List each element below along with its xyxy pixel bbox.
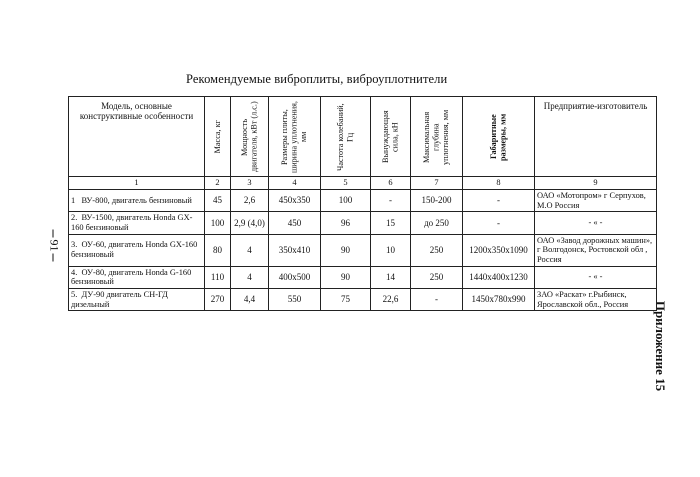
model-cell [69, 190, 205, 212]
header-power: Мощность двигателя, кВт (л.с.) [231, 97, 269, 177]
model-text: ДУ-90 двигатель СН-ГД дизельный [71, 289, 168, 309]
force-cell: 22,6 [371, 288, 411, 310]
frequency-cell: 90 [321, 234, 371, 266]
plate-cell: 400x500 [269, 266, 321, 288]
dimensions-cell: - [463, 212, 535, 234]
manufacturer-cell: - « - [535, 212, 657, 234]
frequency-cell: 96 [321, 212, 371, 234]
model-cell [69, 212, 205, 234]
power-cell: 2,6 [231, 190, 269, 212]
plate-cell: 450 [269, 212, 321, 234]
column-number: 3 [231, 177, 269, 190]
plate-cell: 550 [269, 288, 321, 310]
column-number-row [69, 177, 657, 190]
dimensions-cell: 1450x780x990 [463, 288, 535, 310]
model-text: ОУ-80, двигатель Honda G-160 бензиновый [71, 267, 192, 287]
table-row [69, 266, 657, 288]
frequency-cell: 100 [321, 190, 371, 212]
model-text: ВУ-1500, двигатель Honda GX-160 бензиновый [71, 213, 193, 232]
power-cell: 4 [231, 266, 269, 288]
mass-cell: 110 [205, 266, 231, 288]
header-row [69, 97, 657, 177]
force-cell: 14 [371, 266, 411, 288]
manufacturer-cell: ЗАО «Раскат» г.Рыбинск, Ярославской обл., Россия [535, 288, 657, 310]
row-index: 3. [71, 240, 78, 250]
table-row [69, 288, 657, 310]
power-cell: 2,9 (4,0) [231, 212, 269, 234]
mass-cell: 270 [205, 288, 231, 310]
model-cell [69, 234, 205, 266]
frequency-cell: 90 [321, 266, 371, 288]
model-text: ОУ-60, двигатель Honda GX-160 бензиновый [71, 240, 198, 260]
column-number: 1 [69, 177, 205, 190]
header-frequency: Частота колебаний, Гц [321, 97, 371, 177]
header-manufacturer: Предприятие-изготовитель [535, 97, 657, 177]
mass-cell: 45 [205, 190, 231, 212]
model-cell [69, 266, 205, 288]
table-row [69, 234, 657, 266]
header-force: Вынуждающая сила, кН [371, 97, 411, 177]
force-cell: - [371, 190, 411, 212]
column-number: 5 [321, 177, 371, 190]
mass-cell: 80 [205, 234, 231, 266]
model-text: ВУ-800, двигатель бензиновый [81, 195, 192, 205]
depth-cell: до 250 [411, 212, 463, 234]
header-plate: Размеры плиты, ширина уплотнения, мм [269, 97, 321, 177]
table-row [69, 212, 657, 234]
appendix-label: Приложение 15 [653, 300, 669, 392]
manufacturer-cell: ОАО «Завод дорожных машин», г Волгодонск, Ростовской обл , Россия [535, 234, 657, 266]
dimensions-cell: 1200x350x1090 [463, 234, 535, 266]
table-row [69, 190, 657, 212]
column-number: 2 [205, 177, 231, 190]
page-number: 91 [47, 228, 62, 264]
vibroplate-table [68, 96, 657, 311]
page-title: Рекомендуемые виброплиты, виброуплотнители [186, 72, 448, 86]
depth-cell: - [411, 288, 463, 310]
header-model: Модель, основные конструктивные особенности [69, 97, 205, 177]
depth-cell: 250 [411, 234, 463, 266]
row-index: 4. [71, 267, 78, 277]
header-dimensions: Габаритные размеры, мм [463, 97, 535, 177]
plate-cell: 450x350 [269, 190, 321, 212]
model-cell [69, 288, 205, 310]
manufacturer-cell: - « - [535, 266, 657, 288]
column-number: 8 [463, 177, 535, 190]
depth-cell: 250 [411, 266, 463, 288]
column-number: 6 [371, 177, 411, 190]
row-index: 5. [71, 289, 78, 299]
column-number: 7 [411, 177, 463, 190]
column-number: 9 [535, 177, 657, 190]
row-index: 2. [71, 213, 78, 223]
force-cell: 15 [371, 212, 411, 234]
dimensions-cell: - [463, 190, 535, 212]
plate-cell: 350x410 [269, 234, 321, 266]
mass-cell: 100 [205, 212, 231, 234]
row-index: 1 [71, 195, 76, 205]
header-depth: Максимальная глубина уплотнения, мм [411, 97, 463, 177]
power-cell: 4 [231, 234, 269, 266]
column-number: 4 [269, 177, 321, 190]
depth-cell: 150-200 [411, 190, 463, 212]
force-cell: 10 [371, 234, 411, 266]
power-cell: 4,4 [231, 288, 269, 310]
dimensions-cell: 1440x400x1230 [463, 266, 535, 288]
manufacturer-cell: ОАО «Мотопром» г Серпухов, М.О Россия [535, 190, 657, 212]
header-mass: Масса, кг [205, 97, 231, 177]
frequency-cell: 75 [321, 288, 371, 310]
